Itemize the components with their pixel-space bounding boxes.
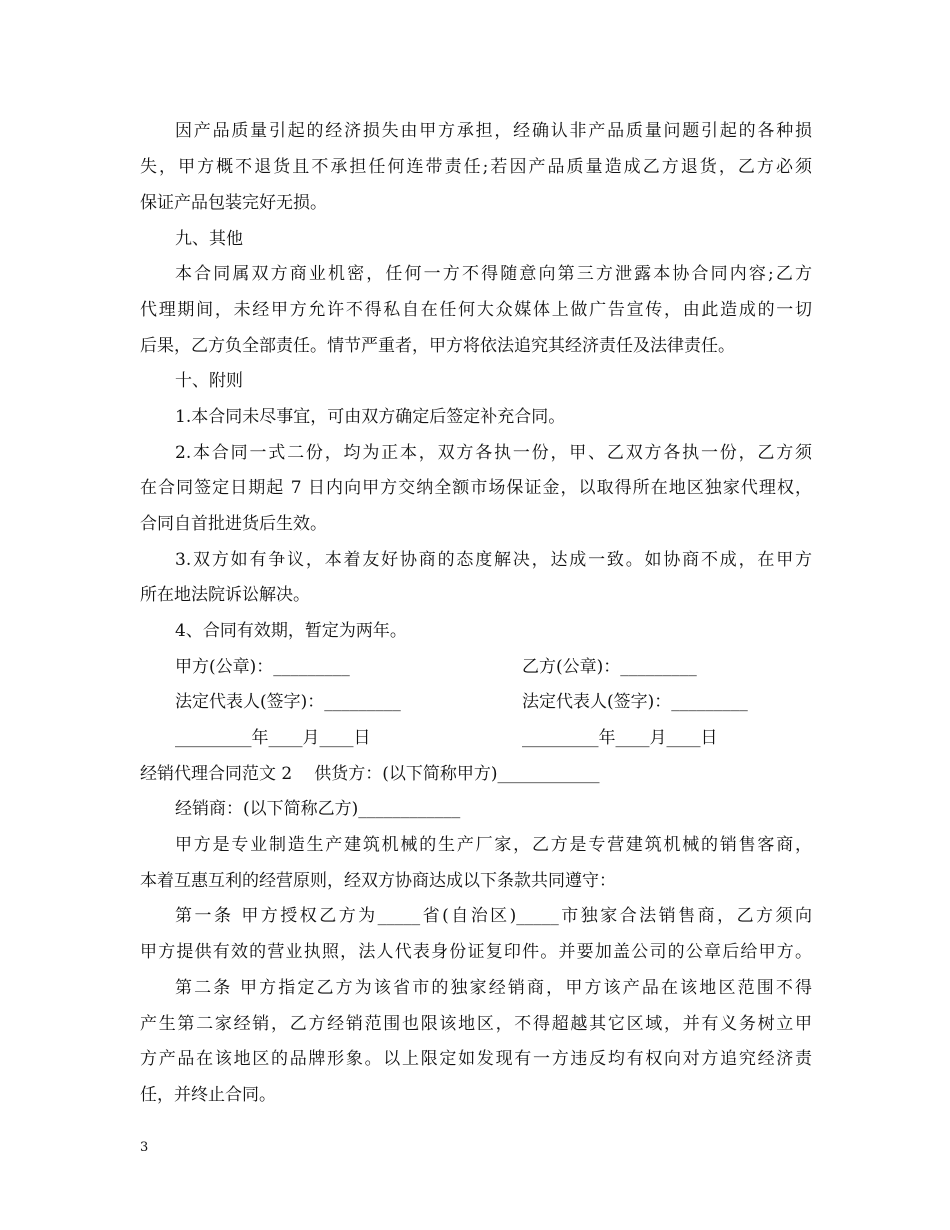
clause-2: 2.本合同一式二份，均为正本，双方各执一份，甲、乙双方各执一份，乙方须 [175,443,812,463]
paragraph-line: 后果，乙方负全部责任。情节严重者，甲方将依法追究其经济责任及法律责任。 [140,336,735,356]
paragraph-line: 失，甲方概不退货且不承担任何连带责任;若因产品质量造成乙方退货，乙方必须 [140,157,812,177]
paragraph-line: 代理期间，未经甲方允许不得私自在任何大众媒体上做广告宣传，由此造成的一切 [140,300,812,320]
paragraph-line: 合同自首批进货后生效。 [140,514,327,534]
page-number: 3 [140,1140,149,1155]
party-b-date-field: _________年____月____日 [522,728,718,748]
paragraph-line: 方产品在该地区的品牌形象。以上限定如发现有一方违反均有权向对方追究经济责 [140,1049,812,1069]
article-2: 第二条 甲方指定乙方为该省市的独家经销商，甲方该产品在该地区范围不得 [175,978,812,998]
paragraph-line: 保证产品包装完好无损。 [140,193,327,213]
paragraph-line: 所在地法院诉讼解决。 [140,585,310,605]
contract2-title: 经销代理合同范文 2 [140,764,293,784]
section-heading: 九、其他 [175,229,243,249]
clause-3: 3.双方如有争议，本着友好协商的态度解决，达成一致。如协商不成，在甲方 [175,550,812,570]
contract2-title-line [140,764,600,784]
dealer-field: 经销商：(以下简称乙方)____________ [175,799,461,819]
party-a-seal-field: 甲方(公章)：_________ [175,657,350,677]
paragraph-line: 本着互惠互利的经营原则，经双方协商达成以下条款共同遵守： [140,871,616,891]
intro-paragraph: 甲方是专业制造生产建筑机械的生产厂家，乙方是专营建筑机械的销售客商， [175,835,812,855]
paragraph-line: 甲方提供有效的营业执照，法人代表身份证复印件。并要加盖公司的公章后给甲方。 [140,942,812,962]
party-a-date-field: _________年____月____日 [175,728,371,748]
paragraph-line: 产生第二家经销，乙方经销范围也限该地区，不得超越其它区域，并有义务树立甲 [140,1014,812,1034]
paragraph-line: 任，并终止合同。 [140,1085,276,1105]
party-b-seal-field: 乙方(公章)：_________ [522,657,697,677]
paragraph-line: 因产品质量引起的经济损失由甲方承担，经确认非产品质量问题引起的各种损 [175,121,812,141]
party-b-rep-field: 法定代表人(签字)：_________ [522,692,748,712]
clause-1: 1.本合同未尽事宜，可由双方确定后签定补充合同。 [175,407,566,427]
paragraph-line: 本合同属双方商业机密，任何一方不得随意向第三方泄露本协合同内容;乙方 [175,264,812,284]
clause-4: 4、合同有效期，暂定为两年。 [175,621,407,641]
section-heading: 十、附则 [175,371,243,391]
paragraph-line: 在合同签定日期起 7 日内向甲方交纳全额市场保证金，以取得所在地区独家代理权， [140,478,812,498]
article-1: 第一条 甲方授权乙方为_____省(自治区)_____市独家合法销售商，乙方须向 [175,906,812,926]
party-a-rep-field: 法定代表人(签字)：_________ [175,692,401,712]
supplier-field: 供货方：(以下简称甲方)____________ [314,764,600,784]
